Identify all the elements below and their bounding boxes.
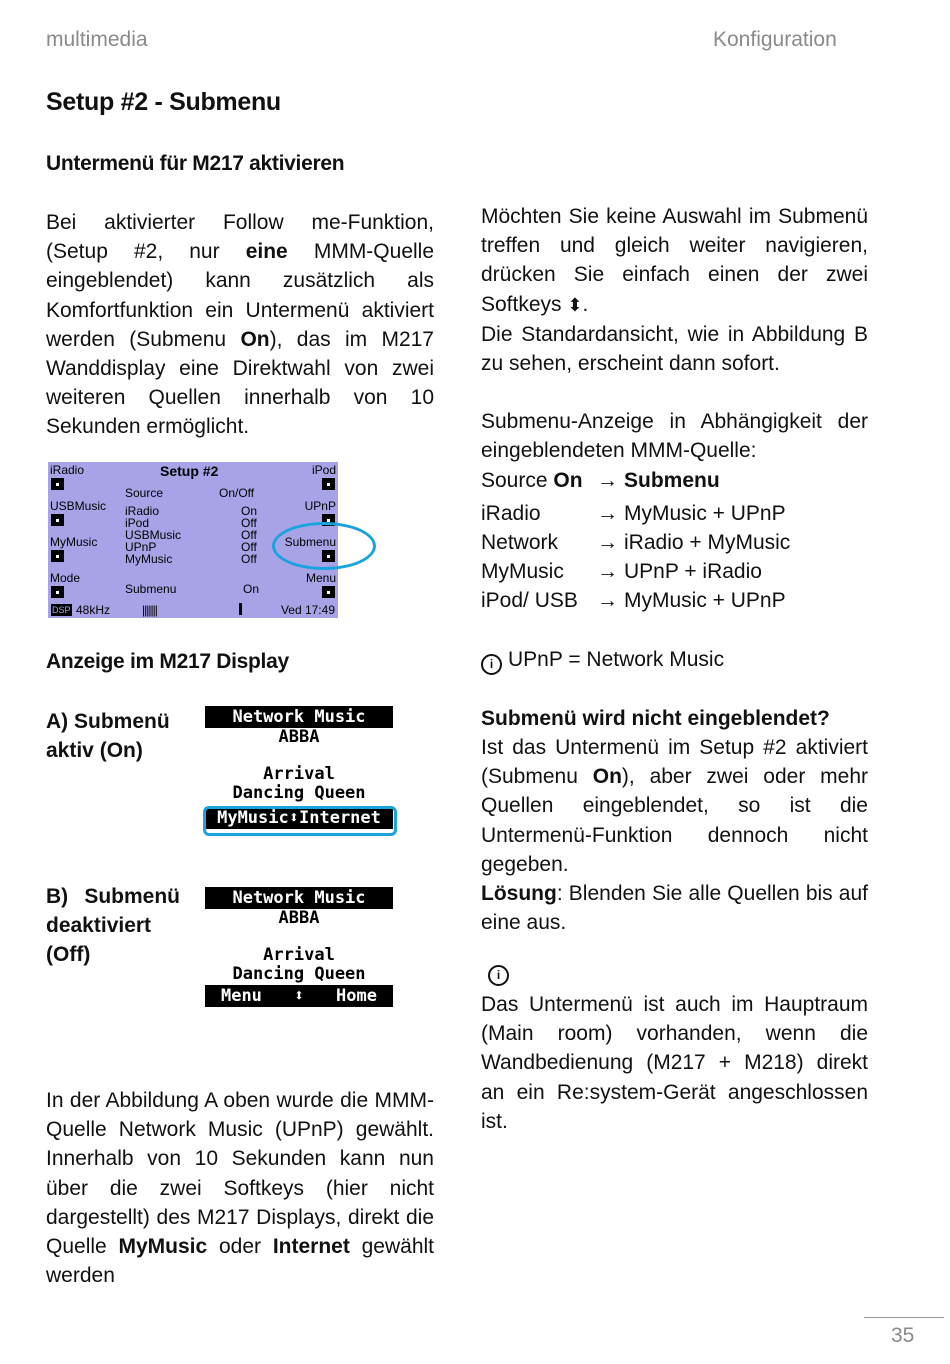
lcd-col-onoff: On/Off <box>219 486 255 500</box>
info-icon: i <box>481 654 502 675</box>
lcd-label-ipod: iPod <box>311 463 336 477</box>
mapping-table-header: Source On → Submenu <box>481 466 720 495</box>
mapping-row: iRadio → MyMusic + UPnP <box>481 499 786 528</box>
info-paragraph: Das Untermenü ist auch im Hauptraum (Main room) vorhanden, wenn die Wandbedienung (M217 + M218) direkt an ein Re:system-Gerät angeschlossen ist. <box>481 993 868 1133</box>
display-heading: Anzeige im M217 Display <box>46 650 289 673</box>
lcd-state: Off <box>241 528 257 542</box>
display-album: Arrival <box>263 764 335 784</box>
lcd-col-source: Source <box>125 486 164 500</box>
submenu-highlight-ellipse <box>272 522 376 570</box>
page-number: 35 <box>891 1324 915 1347</box>
question-answer: Ist das Untermenü im Setup #2 aktiviert (Submenu On), aber zwei oder mehr Quellen eingeblendet, so ist die Untermenü-Funktion dennoch nicht gegeben. Lösung: Blenden Sie alle Quellen bis auf eine aus. <box>481 736 868 935</box>
lcd-time: Ved 17:49 <box>280 603 335 617</box>
right-paragraph-2: Die Standardansicht, wie in Abbildung B zu sehen, erscheint dann sofort. <box>481 322 868 376</box>
right-arrow-icon: → <box>597 531 618 554</box>
softkey-right: Internet <box>299 808 381 828</box>
lcd-level-bars: ||||||| <box>142 603 157 617</box>
lcd-submenu-label: Submenu <box>125 582 177 596</box>
header-right: Konfiguration <box>713 28 837 51</box>
lcd-label-iradio: iRadio <box>50 463 85 477</box>
mapping-row: Network → iRadio + MyMusic <box>481 528 790 557</box>
right-arrow-icon: → <box>597 560 618 583</box>
lcd-source: iPod <box>125 516 150 530</box>
bottom-paragraph: In der Abbildung A oben wurde die MMM-Quelle Network Music (UPnP) gewählt. Innerhalb von 10 Sekunden kann nun über die zwei Softkeys (hier nicht dargestellt) des M217 Displays, direkt die Quelle MyMusic oder Internet gewählt werden <box>46 1089 435 1288</box>
lcd-label-upnp: UPnP <box>304 499 336 513</box>
lcd-button-icon <box>322 586 335 598</box>
display-softkey-bar <box>205 985 393 1007</box>
lcd-submenu-state: On <box>243 582 260 596</box>
lcd-state: On <box>241 504 258 518</box>
softkey-left: Menu <box>220 986 262 1006</box>
right-arrow-icon: → <box>597 502 618 525</box>
info-icon: i <box>488 965 509 986</box>
lcd-button-icon <box>51 586 64 598</box>
display-source-bar: Network Music <box>205 887 393 909</box>
lcd-title: Setup #2 <box>160 463 219 479</box>
question-title: Submenü wird nicht eingeblendet? <box>481 707 830 730</box>
right-arrow-icon: → <box>597 589 618 612</box>
display-artist: ABBA <box>278 908 320 928</box>
up-down-arrow-icon: ⬍ <box>288 808 299 828</box>
lcd-label-menu: Menu <box>305 571 336 585</box>
lcd-button-icon <box>51 514 64 526</box>
lcd-label-mode: Mode <box>50 571 81 585</box>
header-left: multimedia <box>46 28 148 51</box>
lcd-dsp-badge: DSP <box>52 605 71 615</box>
mapping-row: iPod/ USB → MyMusic + UPnP <box>481 586 786 615</box>
lcd-source: MyMusic <box>125 552 173 566</box>
right-paragraph-3: Submenu-Anzeige in Abhängigkeit der eingeblendeten MMM-Quelle: <box>481 410 868 463</box>
mapping-row: MyMusic → UPnP + iRadio <box>481 557 762 586</box>
lcd-source: iRadio <box>125 504 160 518</box>
solution-label: Lösung <box>481 882 557 906</box>
lcd-button-icon <box>51 550 64 562</box>
intro-paragraph: Bei aktivierter Follow me-Funktion, (Setup #2, nur eine MMM-Quelle eingeblendet) kann zusätzlich als Komfortfunktion ein Untermenü aktiviert werden (Submenu On), das im M217 Wanddisplay eine Direktwahl von zwei weiteren Quellen innerhalb von 10 Sekunden ermöglicht. <box>46 211 435 439</box>
lcd-samplerate: 48kHz <box>76 603 111 617</box>
right-paragraph-1: Möchten Sie keine Auswahl im Submenü treffen und gleich weiter navigieren, drücken Sie einfach einen der zwei Softkeys ⬍. Die Standardansicht, wie in Abbildung B zu sehen, erscheint dann sofort. <box>481 205 868 376</box>
upnp-note: i UPnP = Network Music <box>481 645 724 675</box>
lcd-label-mymusic: MyMusic <box>50 535 98 549</box>
lcd-state: Off <box>241 552 257 566</box>
lcd-button-icon <box>51 478 64 490</box>
lcd-state: Off <box>241 516 257 530</box>
right-arrow-icon: → <box>597 469 618 492</box>
lcd-state: Off <box>241 540 257 554</box>
display-album: Arrival <box>263 945 335 965</box>
up-down-arrow-icon: ⬍ <box>293 986 305 1006</box>
lcd-label-submenu: Submenu <box>284 535 336 549</box>
softkey-right: Home <box>336 986 377 1006</box>
display-b <box>205 887 393 1007</box>
lcd-marker <box>239 603 242 615</box>
up-down-arrow-icon: ⬍ <box>567 294 583 315</box>
footer-rule <box>864 1317 944 1318</box>
display-track: Dancing Queen <box>232 783 366 803</box>
softkey-highlight-frame <box>203 806 397 836</box>
section-subtitle: Untermenü für M217 aktivieren <box>46 152 345 175</box>
label-b: B) Submenü deaktiviert (Off) <box>46 885 180 967</box>
lcd-label-usbmusic: USBMusic <box>50 499 107 513</box>
lcd-source: UPnP <box>125 540 157 554</box>
label-a: A) Submenü aktiv (On) <box>46 710 170 763</box>
page-title: Setup #2 - Submenu <box>46 88 281 116</box>
lcd-button-icon <box>322 478 335 490</box>
softkey-left: MyMusic <box>217 808 289 828</box>
lcd-source: USBMusic <box>125 528 182 542</box>
display-artist: ABBA <box>278 727 320 747</box>
display-source-bar: Network Music <box>205 706 393 728</box>
display-track: Dancing Queen <box>232 964 366 984</box>
